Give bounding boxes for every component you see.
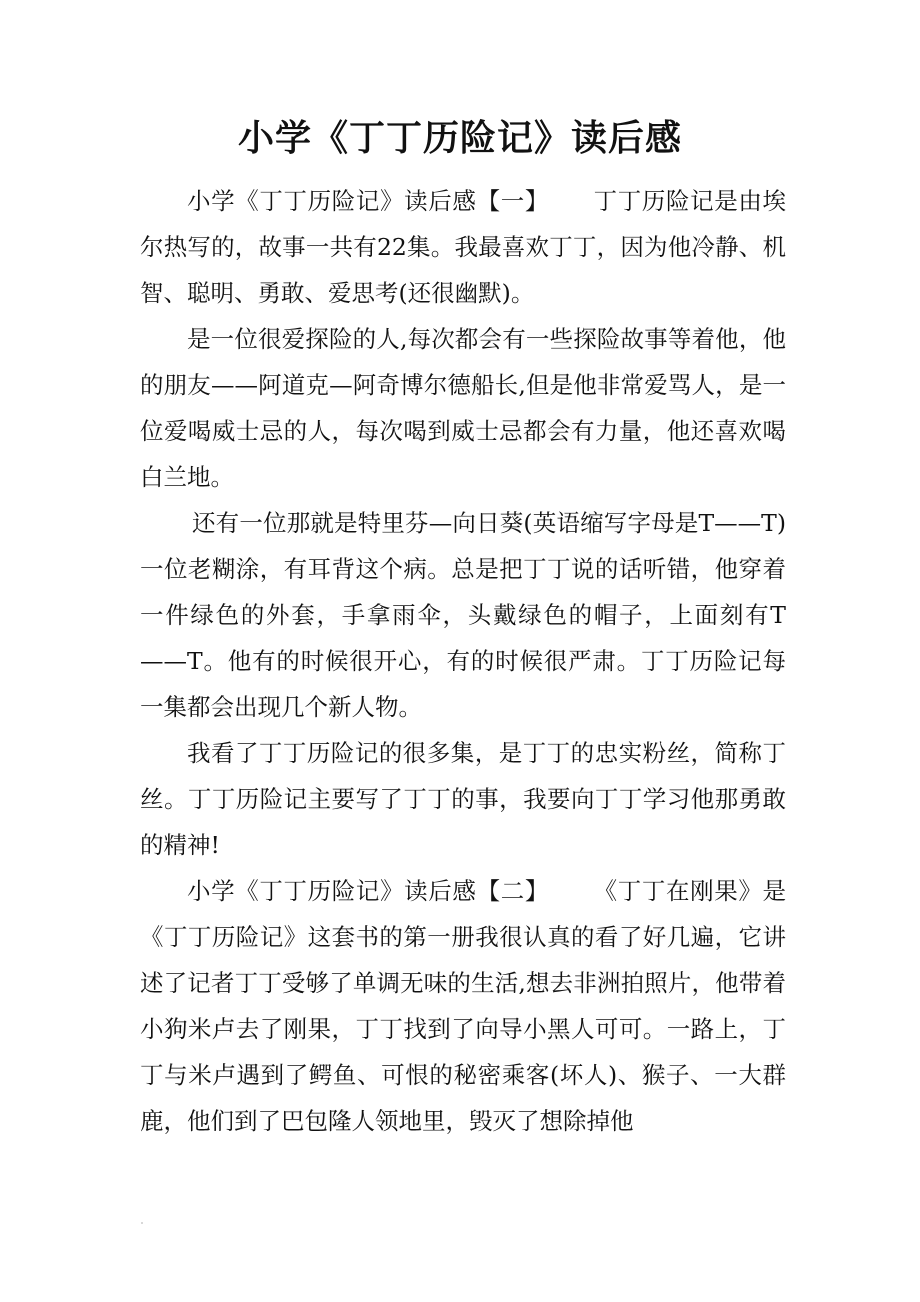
paragraph-4: 我看了丁丁历险记的很多集，是丁丁的忠实粉丝，简称丁丝。丁丁历险记主要写了丁丁的事，我要向丁丁学习他那勇敢的精神! xyxy=(140,739,786,859)
section-heading-2: 小学《丁丁历险记》读后感【二】 xyxy=(187,877,549,905)
scan-speck xyxy=(141,1222,143,1224)
paragraph-2: 是一位很爱探险的人,每次都会有一些探险故事等着他，他的朋友——阿道克—阿奇博尔德船长,但是他非常爱骂人，是一位爱喝威士忌的人，每次喝到威士忌都会有力量，他还喜欢喝白兰地。 xyxy=(140,325,786,491)
document-title: 小学《丁丁历险记》读后感 xyxy=(237,117,682,159)
paragraph-5-text: 《丁丁在刚果》是《丁丁历险记》这套书的第一册我很认真的看了好几遍，它讲述了记者丁丁受够了单调无味的生活,想去非洲拍照片，他带着小狗米卢去了刚果，丁丁找到了向导小黑人可可。一路上，丁丁与米卢遇到了鳄鱼、可恨的秘密乘客(坏人)、猴子、一大群鹿，他们到了巴包隆人领地里，毁灭了想除掉他 xyxy=(140,877,787,1135)
paragraph-3: 还有一位那就是特里芬—向日葵(英语缩写字母是T——T)一位老糊涂，有耳背这个病。总是把丁丁说的话听错，他穿着一件绿色的外套，手拿雨伞，头戴绿色的帽子，上面刻有T——T。他有的时候很开心，有的时候很严肃。丁丁历险记每一集都会出现几个新人物。 xyxy=(140,509,786,721)
paragraph-1-text: 丁丁历险记是由埃尔热写的，故事一共有22集。我最喜欢丁丁，因为他冷静、机智、聪明、勇敢、爱思考(还很幽默)。 xyxy=(140,187,787,307)
paragraph-5 xyxy=(140,868,786,1144)
section-heading-1: 小学《丁丁历险记》读后感【一】 xyxy=(187,187,549,215)
paragraph-1 xyxy=(140,178,786,316)
document-body xyxy=(140,178,786,1144)
